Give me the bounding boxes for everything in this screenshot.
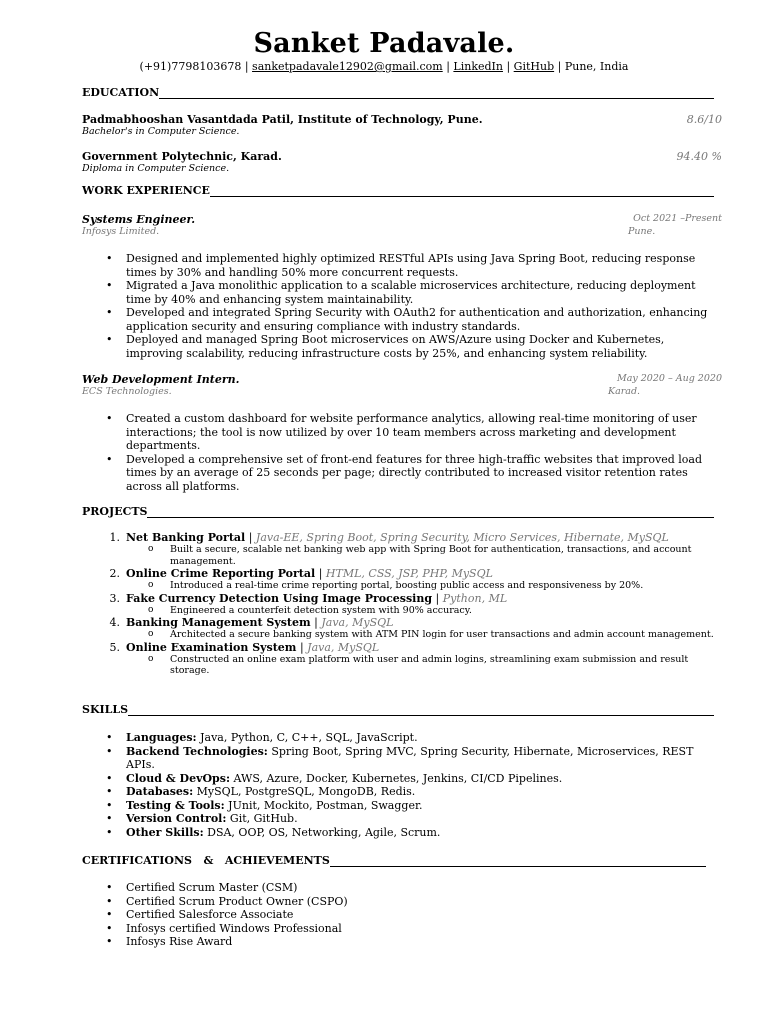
project-title: Banking Management System xyxy=(126,616,311,629)
school-name: Government Polytechnic, Karad. xyxy=(82,150,282,163)
list-item: • Developed and integrated Spring Security with OAuth2 for authentication and authorization, enhancing application security and ensuring compliance with industry standards. xyxy=(106,306,722,333)
list-item: • Developed a comprehensive set of front-end features for three high-traffic websites that improved load times by an average of 25 seconds per page; directly contributed to increased visitor retention rates across all platforms. xyxy=(106,453,722,494)
contact-line: (+91)7798103678 | sanketpadavale12902@gmail.com | LinkedIn | GitHub | Pune, India xyxy=(139,60,629,73)
degree: Bachelor's in Computer Science. xyxy=(82,126,240,137)
project-item: 4. Banking Management System | Java, MySQL o Architected a secure banking system with ATM PIN login for user transactions and admin account management. xyxy=(100,616,722,641)
project-title: Online Crime Reporting Portal xyxy=(126,567,316,580)
education-entry xyxy=(82,113,722,126)
list-item: • Infosys certified Windows Professional xyxy=(106,922,722,936)
project-description: o Introduced a real-time crime reporting portal, boosting public access and responsiveness by 20%. xyxy=(126,580,722,592)
project-tech: Python, ML xyxy=(442,591,508,605)
skills-list xyxy=(106,731,722,839)
degree: Diploma in Computer Science. xyxy=(82,163,230,174)
section-rule xyxy=(159,89,714,99)
job-role: Systems Engineer. xyxy=(82,213,196,226)
project-title: Online Examination System xyxy=(126,640,297,654)
project-item: 1. Net Banking Portal | Java-EE, Spring Boot, Spring Security, Micro Services, Hibernate, MySQL o Built a secure, scalable net banking web app with Spring Boot for authentication, transactions, and account management. xyxy=(100,531,722,567)
location: Pune, India xyxy=(564,60,629,73)
job-location: Pune. xyxy=(628,226,656,237)
list-item: • Designed and implemented highly optimized RESTful APIs using Java Spring Boot, reducing response times by 30% and handling 50% more concurrent requests. xyxy=(106,252,722,279)
school-name: Padmabhooshan Vasantdada Patil, Institute of Technology, Pune. xyxy=(82,113,483,126)
list-item: • Version Control: Git, GitHub. xyxy=(106,812,722,826)
project-tech: Java, MySQL xyxy=(307,640,380,654)
section-heading-education: EDUCATION xyxy=(82,86,714,99)
score: 8.6/10 xyxy=(686,113,722,126)
section-heading-skills: SKILLS xyxy=(82,703,714,716)
project-item: 3. Fake Currency Detection Using Image Processing | Python, ML o Engineered a counterfeit detection system with 90% accuracy. xyxy=(100,592,722,617)
project-description: o Engineered a counterfeit detection system with 90% accuracy. xyxy=(126,605,722,617)
list-item: • Databases: MySQL, PostgreSQL, MongoDB, Redis. xyxy=(106,785,722,799)
section-heading-projects: PROJECTS xyxy=(82,505,714,518)
section-heading-work: WORK EXPERIENCE xyxy=(82,184,714,197)
project-tech: Java-EE, Spring Boot, Spring Security, Micro Services, Hibernate, MySQL xyxy=(255,531,669,544)
github-link[interactable]: GitHub xyxy=(513,60,555,73)
certifications-list xyxy=(106,881,722,949)
job-subheader xyxy=(82,226,722,237)
list-item: • Backend Technologies: Spring Boot, Spring MVC, Spring Security, Hibernate, Microservices, REST APIs. xyxy=(106,745,722,772)
job-bullets xyxy=(106,412,722,493)
project-tech: HTML, CSS, JSP, PHP, MySQL xyxy=(325,567,493,580)
job-header xyxy=(82,373,722,386)
job-location: Karad. xyxy=(608,386,641,397)
section-rule xyxy=(147,508,714,518)
project-item: 5. Online Examination System | Java, MySQL o Constructed an online exam platform with user and admin logins, streamlining exam submission and result storage. xyxy=(100,641,722,677)
section-rule xyxy=(330,857,706,867)
email-link[interactable]: sanketpadavale12902@gmail.com xyxy=(252,60,443,73)
project-title: Net Banking Portal xyxy=(126,531,246,544)
score: 94.40 % xyxy=(676,150,722,163)
section-heading-certifications: CERTIFICATIONS & ACHIEVEMENTS xyxy=(82,854,706,867)
linkedin-link[interactable]: LinkedIn xyxy=(453,60,503,73)
list-item: • Other Skills: DSA, OOP, OS, Networking, Agile, Scrum. xyxy=(106,826,722,840)
list-item: • Infosys Rise Award xyxy=(106,935,722,949)
project-description: o Architected a secure banking system with ATM PIN login for user transactions and admin account management. xyxy=(126,629,722,641)
job-subheader xyxy=(82,386,722,397)
job-dates: Oct 2021 –Present xyxy=(633,213,722,224)
list-item: • Certified Scrum Master (CSM) xyxy=(106,881,722,895)
phone-number: (+91)7798103678 xyxy=(139,60,242,73)
job-bullets xyxy=(106,252,722,360)
project-description: o Built a secure, scalable net banking web app with Spring Boot for authentication, transactions, and account management. xyxy=(126,544,722,567)
project-tech: Java, MySQL xyxy=(321,616,394,629)
job-dates: May 2020 – Aug 2020 xyxy=(616,373,722,384)
list-item: • Deployed and managed Spring Boot microservices on AWS/Azure using Docker and Kubernetes, improving scalability, reducing infrastructure costs by 25%, and enhancing system reliability. xyxy=(106,333,722,360)
project-title: Fake Currency Detection Using Image Processing xyxy=(126,591,433,605)
job-role: Web Development Intern. xyxy=(82,373,240,386)
company: Infosys Limited. xyxy=(82,226,160,237)
list-item: • Testing & Tools: JUnit, Mockito, Postman, Swagger. xyxy=(106,799,722,813)
section-rule xyxy=(128,706,714,716)
candidate-name: Sanket Padavale. xyxy=(253,28,515,59)
section-rule xyxy=(210,187,714,197)
list-item: • Migrated a Java monolithic application to a scalable microservices architecture, reducing deployment time by 40% and enhancing system maintainability. xyxy=(106,279,722,306)
list-item: • Certified Scrum Product Owner (CSPO) xyxy=(106,895,722,909)
list-item: • Cloud & DevOps: AWS, Azure, Docker, Kubernetes, Jenkins, CI/CD Pipelines. xyxy=(106,772,722,786)
project-description: o Constructed an online exam platform with user and admin logins, streamlining exam submission and result storage. xyxy=(126,654,722,677)
list-item: • Certified Salesforce Associate xyxy=(106,908,722,922)
list-item: • Created a custom dashboard for website performance analytics, allowing real-time monitoring of user interactions; the tool is now utilized by over 10 team members across marketing and development departments. xyxy=(106,412,722,453)
company: ECS Technologies. xyxy=(82,386,172,397)
project-item: 2. Online Crime Reporting Portal | HTML, CSS, JSP, PHP, MySQL o Introduced a real-time crime reporting portal, boosting public access and responsiveness by 20%. xyxy=(100,567,722,592)
education-entry xyxy=(82,150,722,163)
list-item: • Languages: Java, Python, C, C++, SQL, JavaScript. xyxy=(106,731,722,745)
job-header xyxy=(82,213,722,226)
project-list xyxy=(100,531,722,677)
